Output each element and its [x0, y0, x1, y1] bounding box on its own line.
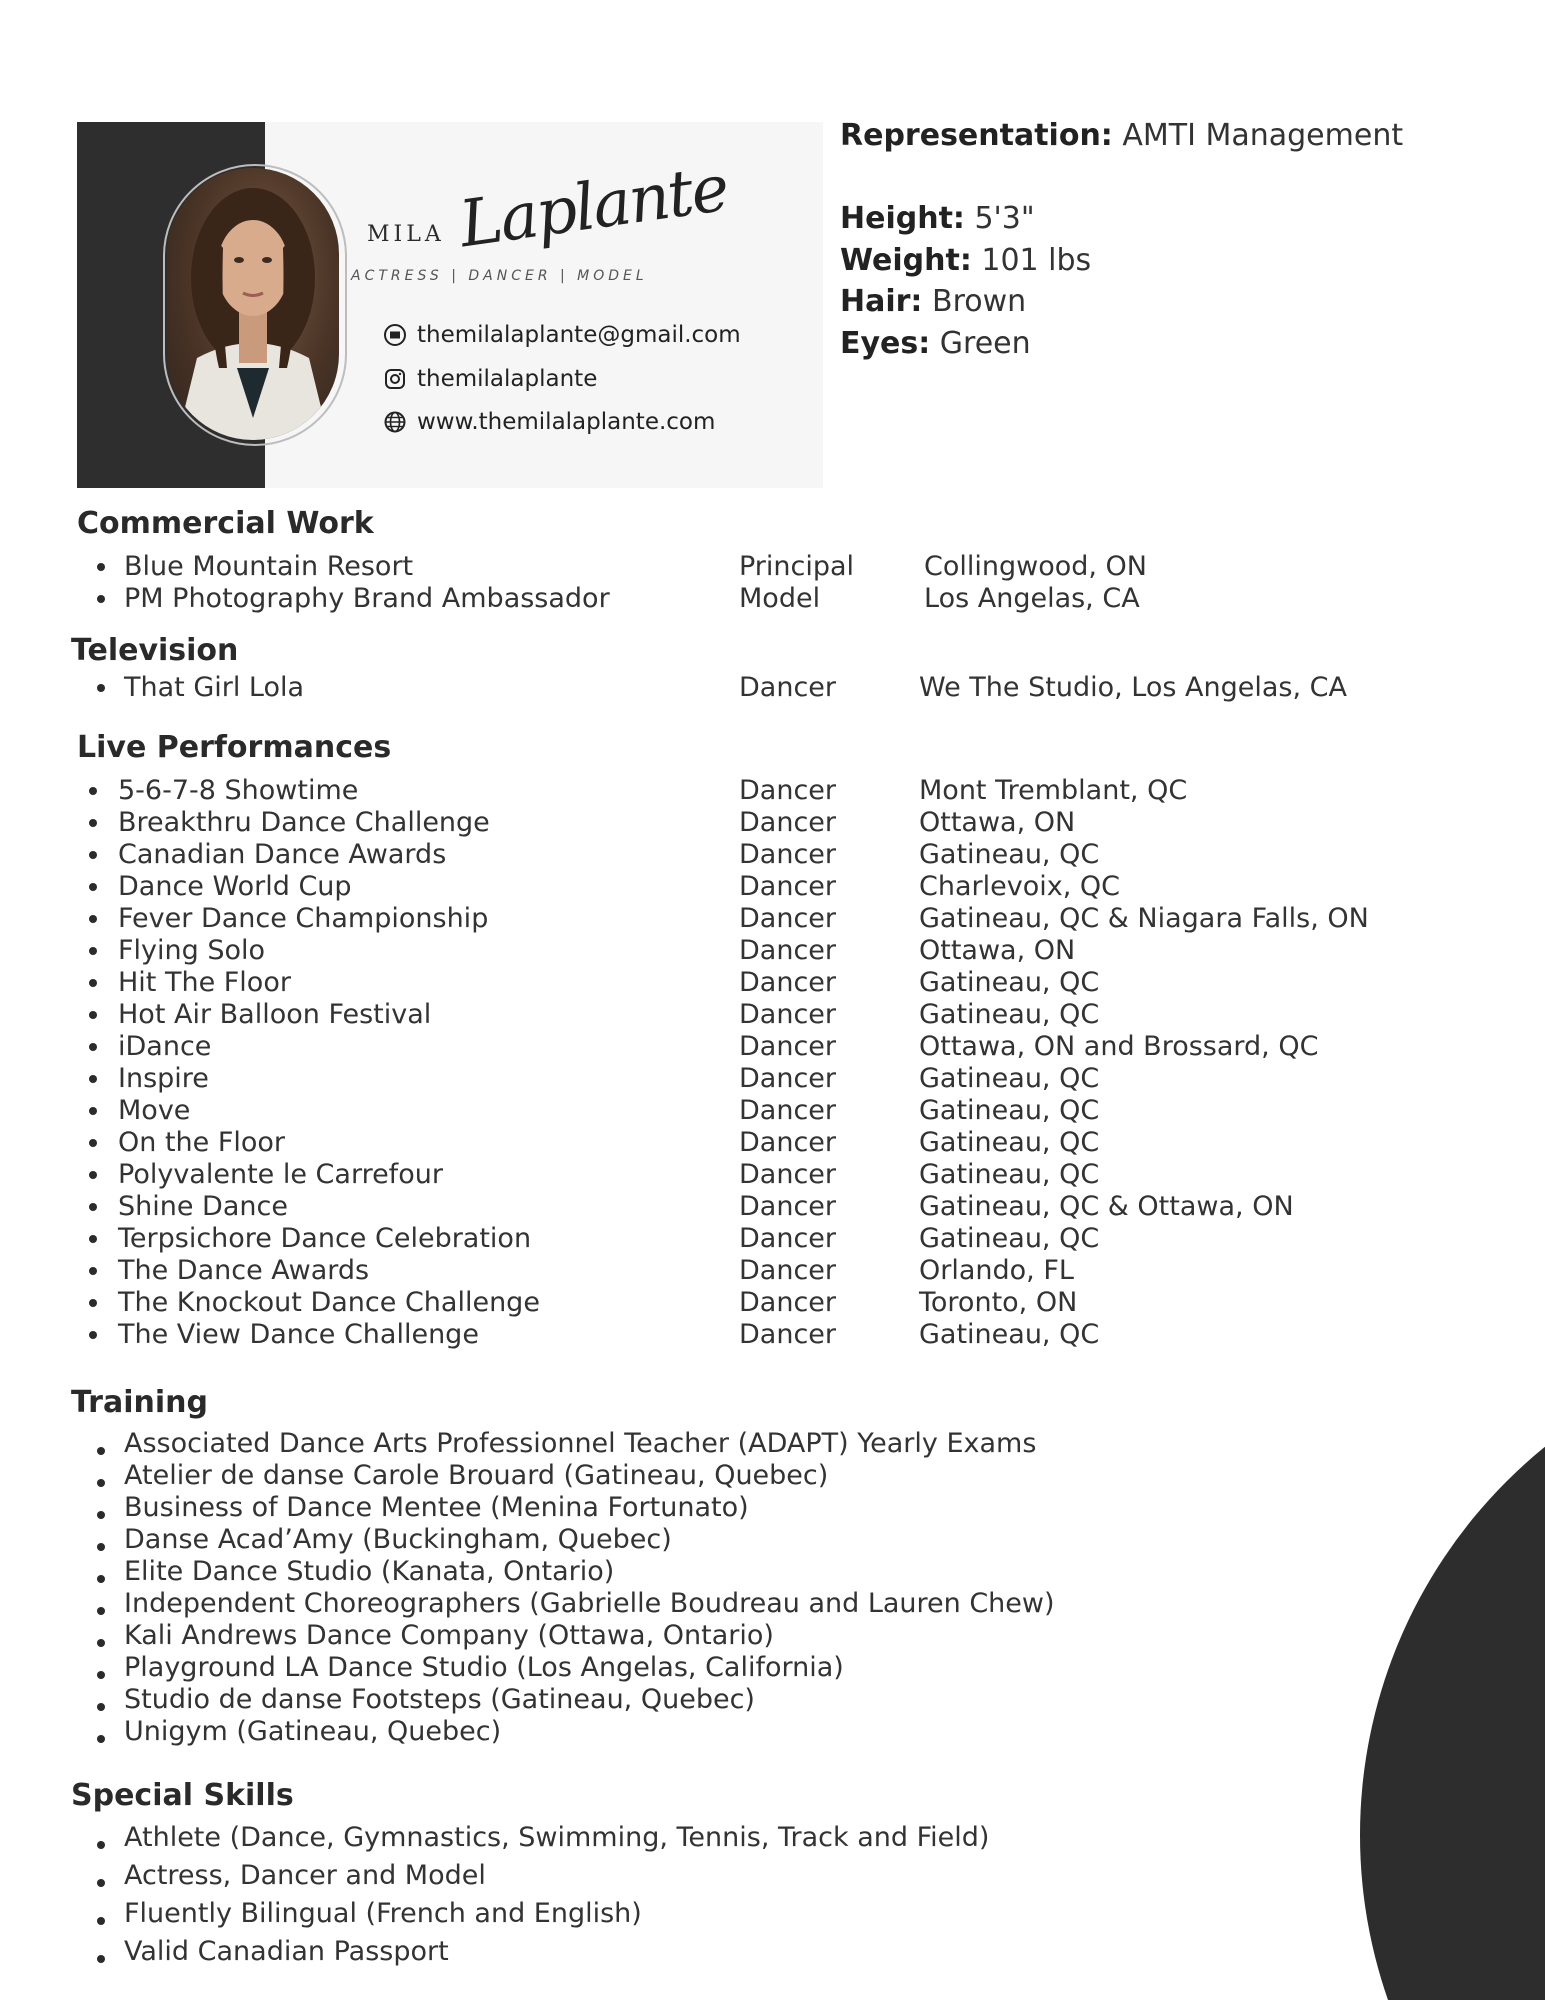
live-role: Dancer	[739, 967, 837, 998]
header-card	[77, 122, 823, 488]
contact-instagram[interactable]	[383, 366, 597, 392]
live-name: 5-6-7-8 Showtime	[118, 775, 359, 806]
live-role: Dancer	[739, 839, 837, 870]
commercial-role: Principal	[739, 551, 855, 582]
bullet	[89, 947, 97, 955]
bullet	[97, 563, 105, 571]
bullet	[89, 1139, 97, 1147]
training-item: Elite Dance Studio (Kanata, Ontario)	[124, 1556, 615, 1587]
bullet	[89, 1043, 97, 1051]
instagram-text[interactable]: themilalaplante	[417, 366, 598, 392]
live-location: Gatineau, QC	[919, 1319, 1100, 1350]
bullet	[89, 787, 97, 795]
live-location: Gatineau, QC	[919, 967, 1100, 998]
stat-label: Weight:	[840, 243, 972, 278]
training-item: Atelier de danse Carole Brouard (Gatineau, Quebec)	[124, 1460, 829, 1491]
live-location: Gatineau, QC	[919, 1159, 1100, 1190]
commercial-location: Collingwood, ON	[924, 551, 1148, 582]
live-role: Dancer	[739, 1255, 837, 1286]
logo-subtitle: ACTRESS | DANCER | MODEL	[351, 268, 648, 284]
live-location: Gatineau, QC	[919, 1095, 1100, 1126]
stat-weight	[840, 243, 1091, 278]
live-location: Charlevoix, QC	[919, 871, 1120, 902]
television-role: Dancer	[739, 672, 837, 703]
training-item: Playground LA Dance Studio (Los Angelas, California)	[124, 1652, 844, 1683]
live-name: Hot Air Balloon Festival	[118, 999, 432, 1030]
stat-value: 5'3"	[974, 201, 1035, 236]
contact-website[interactable]	[383, 409, 715, 435]
live-title: Live Performances	[77, 730, 392, 765]
bullet	[97, 1703, 105, 1711]
bullet	[89, 1075, 97, 1083]
logo-first-name: MILA	[367, 222, 445, 247]
live-role: Dancer	[739, 1127, 837, 1158]
bullet	[89, 1107, 97, 1115]
stat-height	[840, 201, 1035, 236]
live-role: Dancer	[739, 1159, 837, 1190]
bullet	[89, 1267, 97, 1275]
live-role: Dancer	[739, 1191, 837, 1222]
live-role: Dancer	[739, 1319, 837, 1350]
stat-label: Eyes:	[840, 326, 931, 361]
live-role: Dancer	[739, 1095, 837, 1126]
commercial-name: PM Photography Brand Ambassador	[124, 583, 610, 614]
stat-value: AMTI Management	[1122, 118, 1404, 153]
live-location: Orlando, FL	[919, 1255, 1074, 1286]
bullet	[97, 1955, 105, 1963]
name-logo	[351, 151, 767, 310]
bullet	[97, 1879, 105, 1887]
skills-item: Actress, Dancer and Model	[124, 1860, 486, 1891]
live-location: Gatineau, QC	[919, 839, 1100, 870]
training-item: Associated Dance Arts Professionnel Teacher (ADAPT) Yearly Exams	[124, 1428, 1037, 1459]
bullet	[97, 1511, 105, 1519]
live-name: Canadian Dance Awards	[118, 839, 447, 870]
live-name: Hit The Floor	[118, 967, 291, 998]
live-location: Toronto, ON	[919, 1287, 1078, 1318]
bullet	[89, 979, 97, 987]
bullet	[97, 1607, 105, 1615]
globe-icon	[383, 410, 407, 434]
live-location: Mont Tremblant, QC	[919, 775, 1188, 806]
stat-value: Brown	[931, 284, 1027, 319]
bullet	[89, 1171, 97, 1179]
decorative-circle	[1360, 1335, 1545, 2000]
stat-label: Hair:	[840, 284, 923, 319]
live-location: Gatineau, QC	[919, 1063, 1100, 1094]
commercial-location: Los Angelas, CA	[924, 583, 1140, 614]
headshot-photo	[167, 168, 339, 440]
bullet	[97, 1543, 105, 1551]
skills-item: Athlete (Dance, Gymnastics, Swimming, Tennis, Track and Field)	[124, 1822, 990, 1853]
live-role: Dancer	[739, 1063, 837, 1094]
bullet	[97, 1447, 105, 1455]
stat-hair	[840, 284, 1026, 319]
live-location: Ottawa, ON	[919, 807, 1076, 838]
stat-representation	[840, 118, 1403, 153]
bullet	[89, 1235, 97, 1243]
live-role: Dancer	[739, 1031, 837, 1062]
live-name: Polyvalente le Carrefour	[118, 1159, 443, 1190]
live-name: The Knockout Dance Challenge	[118, 1287, 540, 1318]
bullet	[89, 915, 97, 923]
live-name: The View Dance Challenge	[118, 1319, 479, 1350]
live-location: Gatineau, QC	[919, 999, 1100, 1030]
live-name: Shine Dance	[118, 1191, 288, 1222]
live-role: Dancer	[739, 775, 837, 806]
bullet	[97, 684, 105, 692]
live-role: Dancer	[739, 807, 837, 838]
bullet	[97, 1841, 105, 1849]
instagram-icon	[383, 367, 407, 391]
training-item: Danse Acad’Amy (Buckingham, Quebec)	[124, 1524, 672, 1555]
live-location: Ottawa, ON	[919, 935, 1076, 966]
live-name: Terpsichore Dance Celebration	[118, 1223, 532, 1254]
live-name: Fever Dance Championship	[118, 903, 489, 934]
live-name: Breakthru Dance Challenge	[118, 807, 490, 838]
bullet	[97, 1671, 105, 1679]
skills-title: Special Skills	[71, 1778, 294, 1813]
live-role: Dancer	[739, 935, 837, 966]
commercial-title: Commercial Work	[77, 506, 374, 541]
training-item: Business of Dance Mentee (Menina Fortunato)	[124, 1492, 749, 1523]
live-name: The Dance Awards	[118, 1255, 370, 1286]
live-location: Gatineau, QC	[919, 1127, 1100, 1158]
live-role: Dancer	[739, 903, 837, 934]
bullet	[89, 819, 97, 827]
bullet	[89, 851, 97, 859]
live-name: Flying Solo	[118, 935, 266, 966]
logo-last-name: Laplante	[455, 151, 732, 263]
live-name: Move	[118, 1095, 191, 1126]
bullet	[97, 1575, 105, 1583]
live-name: iDance	[118, 1031, 212, 1062]
skills-item: Valid Canadian Passport	[124, 1936, 449, 1967]
stat-label: Representation:	[840, 118, 1113, 153]
live-role: Dancer	[739, 1287, 837, 1318]
bullet	[97, 1479, 105, 1487]
commercial-name: Blue Mountain Resort	[124, 551, 414, 582]
contact-email[interactable]	[383, 322, 741, 348]
live-name: On the Floor	[118, 1127, 286, 1158]
bullet	[89, 1011, 97, 1019]
website-text[interactable]: www.themilalaplante.com	[417, 409, 716, 435]
bullet	[97, 595, 105, 603]
television-name: That Girl Lola	[124, 672, 305, 703]
training-title: Training	[71, 1385, 208, 1420]
bullet	[89, 1331, 97, 1339]
bullet	[97, 1735, 105, 1743]
live-location: Gatineau, QC	[919, 1223, 1100, 1254]
bullet	[89, 1203, 97, 1211]
stat-value: 101 lbs	[981, 243, 1092, 278]
live-location: Ottawa, ON and Brossard, QC	[919, 1031, 1319, 1062]
training-item: Kali Andrews Dance Company (Ottawa, Ontario)	[124, 1620, 774, 1651]
bullet	[89, 883, 97, 891]
bullet	[97, 1917, 105, 1925]
live-role: Dancer	[739, 871, 837, 902]
live-role: Dancer	[739, 1223, 837, 1254]
television-title: Television	[71, 633, 239, 668]
stat-value: Green	[939, 326, 1031, 361]
live-name: Dance World Cup	[118, 871, 352, 902]
live-location: Gatineau, QC & Ottawa, ON	[919, 1191, 1294, 1222]
bullet	[89, 1299, 97, 1307]
commercial-role: Model	[739, 583, 821, 614]
stat-label: Height:	[840, 201, 965, 236]
live-role: Dancer	[739, 999, 837, 1030]
live-location: Gatineau, QC & Niagara Falls, ON	[919, 903, 1369, 934]
live-name: Inspire	[118, 1063, 209, 1094]
skills-item: Fluently Bilingual (French and English)	[124, 1898, 642, 1929]
email-text[interactable]: themilalaplante@gmail.com	[417, 322, 741, 348]
training-item: Studio de danse Footsteps (Gatineau, Quebec)	[124, 1684, 755, 1715]
bullet	[97, 1639, 105, 1647]
stat-eyes	[840, 326, 1031, 361]
television-location: We The Studio, Los Angelas, CA	[919, 672, 1347, 703]
email-icon	[383, 323, 407, 347]
training-item: Unigym (Gatineau, Quebec)	[124, 1716, 502, 1747]
training-item: Independent Choreographers (Gabrielle Boudreau and Lauren Chew)	[124, 1588, 1055, 1619]
